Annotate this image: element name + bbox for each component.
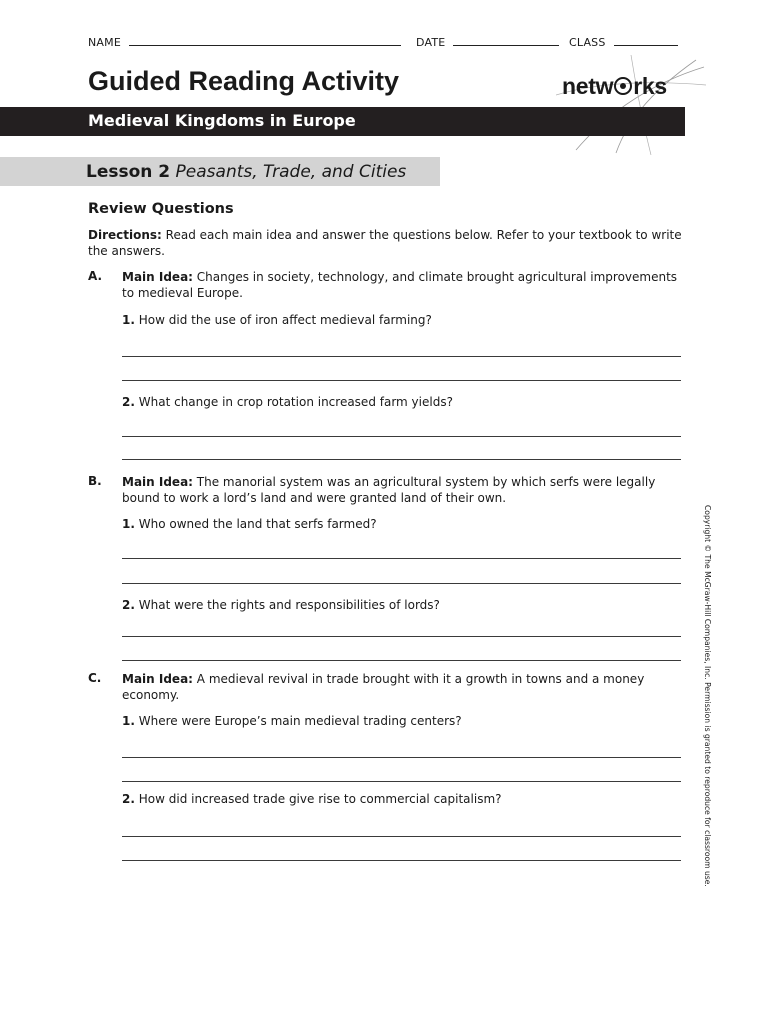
question-number: 1.: [122, 313, 135, 327]
question-number: 2.: [122, 792, 135, 806]
main-idea-label: Main Idea:: [122, 270, 193, 284]
question-text: How did the use of iron affect medieval farming?: [138, 313, 432, 327]
directions: [88, 227, 683, 259]
section-a-main-idea: [122, 269, 688, 301]
page-title: Guided Reading Activity: [88, 66, 400, 96]
main-idea-text: Changes in society, technology, and climate brought agricultural improvements to medieval Europe.: [122, 270, 678, 300]
answer-line[interactable]: [122, 436, 681, 437]
date-field[interactable]: [416, 35, 559, 49]
name-label: NAME: [88, 36, 121, 49]
answer-line[interactable]: [122, 660, 681, 661]
question-a2: [122, 395, 453, 409]
answer-line[interactable]: [122, 836, 681, 837]
answer-line[interactable]: [122, 757, 681, 758]
lesson-number: Lesson 2: [86, 162, 171, 182]
answer-line[interactable]: [122, 380, 681, 381]
main-idea-text: A medieval revival in trade brought with it a growth in towns and a money economy.: [122, 672, 645, 702]
answer-line[interactable]: [122, 636, 681, 637]
section-a-letter: A.: [88, 269, 103, 283]
class-line[interactable]: [614, 35, 678, 46]
question-text: Who owned the land that serfs farmed?: [138, 517, 377, 531]
question-a1: [122, 313, 432, 327]
directions-text: Read each main idea and answer the questions below. Refer to your textbook to write the answers.: [88, 228, 682, 258]
question-number: 2.: [122, 395, 135, 409]
question-text: Where were Europe’s main medieval trading centers?: [138, 714, 462, 728]
class-field[interactable]: [569, 35, 678, 49]
logo-swoosh-icon: [556, 55, 706, 155]
answer-line[interactable]: [122, 558, 681, 559]
question-number: 1.: [122, 517, 135, 531]
date-line[interactable]: [453, 35, 559, 46]
banner-title: Medieval Kingdoms in Europe: [88, 111, 356, 130]
answer-line[interactable]: [122, 583, 681, 584]
lesson-title: Peasants, Trade, and Cities: [175, 162, 407, 182]
section-c-letter: C.: [88, 671, 102, 685]
main-idea-text: The manorial system was an agricultural system by which serfs were legally bound to work a lord’s land and were granted land of their own.: [122, 475, 656, 505]
section-c-main-idea: [122, 671, 688, 703]
question-c1: [122, 714, 462, 728]
section-b-main-idea: [122, 474, 688, 506]
review-heading: Review Questions: [88, 201, 234, 217]
question-number: 2.: [122, 598, 135, 612]
question-text: How did increased trade give rise to commercial capitalism?: [138, 792, 502, 806]
logo-o-icon: [614, 77, 632, 95]
question-text: What were the rights and responsibilities of lords?: [138, 598, 440, 612]
directions-label: Directions:: [88, 228, 162, 242]
copyright-notice: Copyright © The McGraw-Hill Companies, Inc. Permission is granted to reproduce for classroom use.: [703, 505, 712, 887]
question-text: What change in crop rotation increased farm yields?: [138, 395, 453, 409]
class-label: CLASS: [569, 36, 606, 49]
networks-logo: netw rks: [562, 73, 667, 99]
answer-line[interactable]: [122, 860, 681, 861]
question-number: 1.: [122, 714, 135, 728]
name-field[interactable]: [88, 35, 401, 49]
answer-line[interactable]: [122, 781, 681, 782]
question-c2: [122, 792, 502, 806]
name-line[interactable]: [129, 35, 401, 46]
answer-line[interactable]: [122, 356, 681, 357]
lesson-heading: [86, 162, 406, 182]
main-idea-label: Main Idea:: [122, 475, 193, 489]
main-idea-label: Main Idea:: [122, 672, 193, 686]
question-b1: [122, 517, 377, 531]
answer-line[interactable]: [122, 459, 681, 460]
date-label: DATE: [416, 36, 446, 49]
question-b2: [122, 598, 440, 612]
section-b-letter: B.: [88, 474, 102, 488]
